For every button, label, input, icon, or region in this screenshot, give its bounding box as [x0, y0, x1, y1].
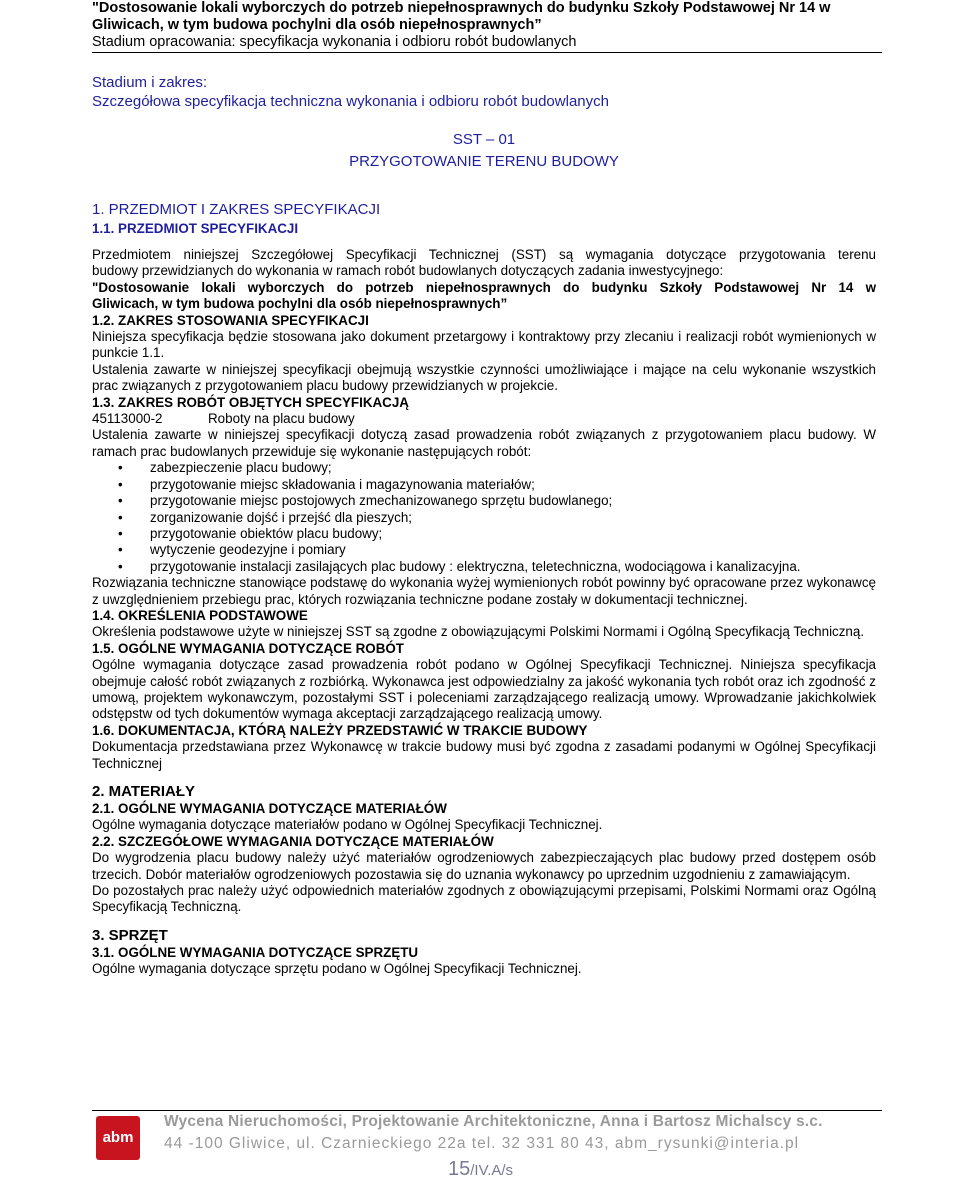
section-1-3-para-1: Ustalenia zawarte w niniejszej specyfikacji dotyczą zasad prowadzenia robót związanych z przygotowaniem placu budowy. W ramach prac budowlanych przewiduje się wykonanie następujących robót:: [92, 427, 876, 459]
section-3-1-title: 3.1. OGÓLNE WYMAGANIA DOTYCZĄCE SPRZĘTU: [92, 944, 419, 960]
page-header: [92, 0, 882, 51]
section-1-1-text-line-2: budowy przewidzianych do wykonania w ramach robót budowlanych dotyczących zadania inwestycyjnego:: [92, 263, 724, 279]
bullet-icon: •: [118, 525, 123, 541]
cpv-code-description: Roboty na placu budowy: [208, 411, 355, 427]
section-1-1-text-line-1: Przedmiotem niniejszej Szczegółowej Specyfikacji Technicznej (SST) są wymagania dotyczące przygotowania terenu: [92, 247, 876, 262]
section-1-3-para-2: Rozwiązania techniczne stanowiące podstawę do wykonania wyżej wymienionych robót powinny być opracowane przez wykonawcę z uwzględnieniem przebiegu prac, których rozwiązania techniczne podane zostały w dokumentacji technicznej.: [92, 575, 876, 607]
document-body: [92, 73, 876, 237]
footer-divider: [92, 1110, 882, 1111]
section-2-1-title: 2.1. OGÓLNE WYMAGANIA DOTYCZĄCE MATERIAŁÓW: [92, 801, 447, 816]
section-1-2-para-2: Ustalenia zawarte w niniejszej specyfikacji obejmują wszystkie czynności umożliwiające i mające na celu wykonanie wszystkich prac związanych z przygotowaniem placu budowy przewidzianych w projekcie.: [92, 361, 876, 394]
section-1-title: 1. PRZEDMIOT I ZAKRES SPECYFIKACJI: [92, 201, 381, 218]
stage-description: Szczegółowa specyfikacja techniczna wykonania i odbioru robót budowlanych: [92, 93, 609, 110]
document-body-black: [92, 247, 876, 978]
header-project-line-2: Gliwicach, w tym budowa pochylni dla osób niepełnosprawnych”: [92, 17, 542, 33]
section-1-5-title: 1.5. OGÓLNE WYMAGANIA DOTYCZĄCE ROBÓT: [92, 640, 404, 656]
bullet-icon: •: [118, 542, 123, 558]
list-item: • przygotowanie miejsc postojowych zmechanizowanego sprzętu budowlanego;: [118, 493, 613, 509]
sst-title: PRZYGOTOWANIE TERENU BUDOWY: [349, 153, 619, 170]
section-2-2-title: 2.2. SZCZEGÓŁOWE WYMAGANIA DOTYCZĄCE MATERIAŁÓW: [92, 833, 494, 849]
header-stage: Stadium opracowania: specyfikacja wykonania i odbioru robót budowlanych: [92, 34, 577, 50]
section-3-1-para: Ogólne wymagania dotyczące sprzętu podano w Ogólnej Specyfikacji Technicznej.: [92, 961, 582, 977]
section-1-3-title: 1.3. ZAKRES ROBÓT OBJĘTYCH SPECYFIKACJĄ: [92, 394, 409, 410]
page-number-suffix: /IV.A/s: [470, 1162, 514, 1179]
bullet-icon: •: [118, 558, 123, 574]
header-project-line-1: "Dostosowanie lokali wyborczych do potrzeb niepełnosprawnych do budynku Szkoły Podstawowej Nr 14 w: [92, 0, 831, 16]
footer-address: 44 -100 Gliwice, ul. Czarnieckiego 22a tel. 32 331 80 43, abm_rysunki@interia.pl: [164, 1135, 800, 1152]
section-1-6-para: Dokumentacja przedstawiana przez Wykonawcę w trakcie budowy musi być zgodna z zasadami podanymi w Ogólnej Specyfikacji Technicznej: [92, 739, 876, 771]
page-number-value: 15: [448, 1158, 471, 1180]
section-2-2-para-1: Do wygrodzenia placu budowy należy użyć materiałów ogrodzeniowych zabezpieczających plac budowy przed dostępem osób trzecich. Dobór materiałów ogrodzeniowych pozostawia się do uznania wykonawcy po uprzednim uzgodnieniu z zamawiającym.: [92, 850, 876, 882]
section-1-2-title: 1.2. ZAKRES STOSOWANIA SPECYFIKACJI: [92, 312, 369, 328]
footer-firm-name: Wycena Nieruchomości, Projektowanie Architektoniczne, Anna i Bartosz Michalscy s.c.: [164, 1113, 823, 1130]
section-1-4-para: Określenia podstawowe użyte w niniejszej SST są zgodne z obowiązującymi Polskimi Normami i Ogólną Specyfikacją Techniczną.: [92, 624, 865, 640]
bullet-icon: •: [118, 476, 123, 492]
list-item: • przygotowanie instalacji zasilających plac budowy : elektryczna, teletechniczna, wodociągowa i kanalizacyjna.: [118, 558, 801, 574]
header-divider: [92, 52, 882, 53]
section-1-1-title: 1.1. PRZEDMIOT SPECYFIKACJI: [92, 221, 299, 236]
company-logo: abm: [96, 1116, 140, 1160]
cpv-code-line: [92, 411, 876, 427]
project-title-line-1: "Dostosowanie lokali wyborczych do potrzeb niepełnosprawnych do budynku Szkoły Podstawowej Nr 14 w: [92, 279, 876, 295]
works-list: [92, 460, 876, 575]
stage-label: Stadium i zakres:: [92, 74, 208, 91]
section-1-4-title: 1.4. OKREŚLENIA PODSTAWOWE: [92, 607, 308, 623]
list-item: • przygotowanie obiektów placu budowy;: [118, 525, 383, 541]
bullet-icon: •: [118, 493, 123, 509]
bullet-icon: •: [118, 460, 123, 476]
section-1-2-para-1: Niniejsza specyfikacja będzie stosowana jako dokument przetargowy i kontraktowy przy zlecaniu i realizacji robót wymienionych w punkcie 1.1.: [92, 329, 876, 361]
list-item: • zabezpieczenie placu budowy;: [118, 460, 332, 476]
list-item: • wytyczenie geodezyjne i pomiary: [118, 542, 346, 558]
bullet-icon: •: [118, 509, 123, 525]
cpv-code: 45113000-2: [92, 411, 163, 427]
section-1-5-para: Ogólne wymagania dotyczące zasad prowadzenia robót podano w Ogólnej Specyfikacji Technicznej. Niniejsza specyfikacja obejmuje całość robót związanych z rozbiórką. Wykonawca jest odpowiedzialny za jakość wykonania tych robót oraz ich zgodność z umową, projektem wykonawczym, pozostałymi SST i poleceniami zarządzającego realizacją umowy. Wprowadzanie jakichkolwiek odstępstw od tych dokumentów wymaga akceptacji zarządzającego realizacją umowy.: [92, 657, 876, 722]
section-2-title: 2. MATERIAŁY: [92, 783, 196, 800]
list-item: • zorganizowanie dojść i przejść dla pieszych;: [118, 509, 412, 525]
list-item: • przygotowanie miejsc składowania i magazynowania materiałów;: [118, 476, 535, 492]
section-2-2-para-2: Do pozostałych prac należy użyć odpowiednich materiałów zgodnych z obowiązującymi przepisami, Polskimi Normami oraz Ogólną Specyfikacją Techniczną.: [92, 883, 876, 915]
sst-code: SST – 01: [452, 131, 516, 148]
section-3-title: 3. SPRZĘT: [92, 926, 168, 944]
section-2-1-para: Ogólne wymagania dotyczące materiałów podano w Ogólnej Specyfikacji Technicznej.: [92, 817, 603, 833]
section-1-6-title: 1.6. DOKUMENTACJA, KTÓRĄ NALEŻY PRZEDSTAWIĆ W TRAKCIE BUDOWY: [92, 722, 588, 738]
project-title-line-2: Gliwicach, w tym budowa pochylni dla osób niepełnosprawnych”: [92, 296, 508, 312]
